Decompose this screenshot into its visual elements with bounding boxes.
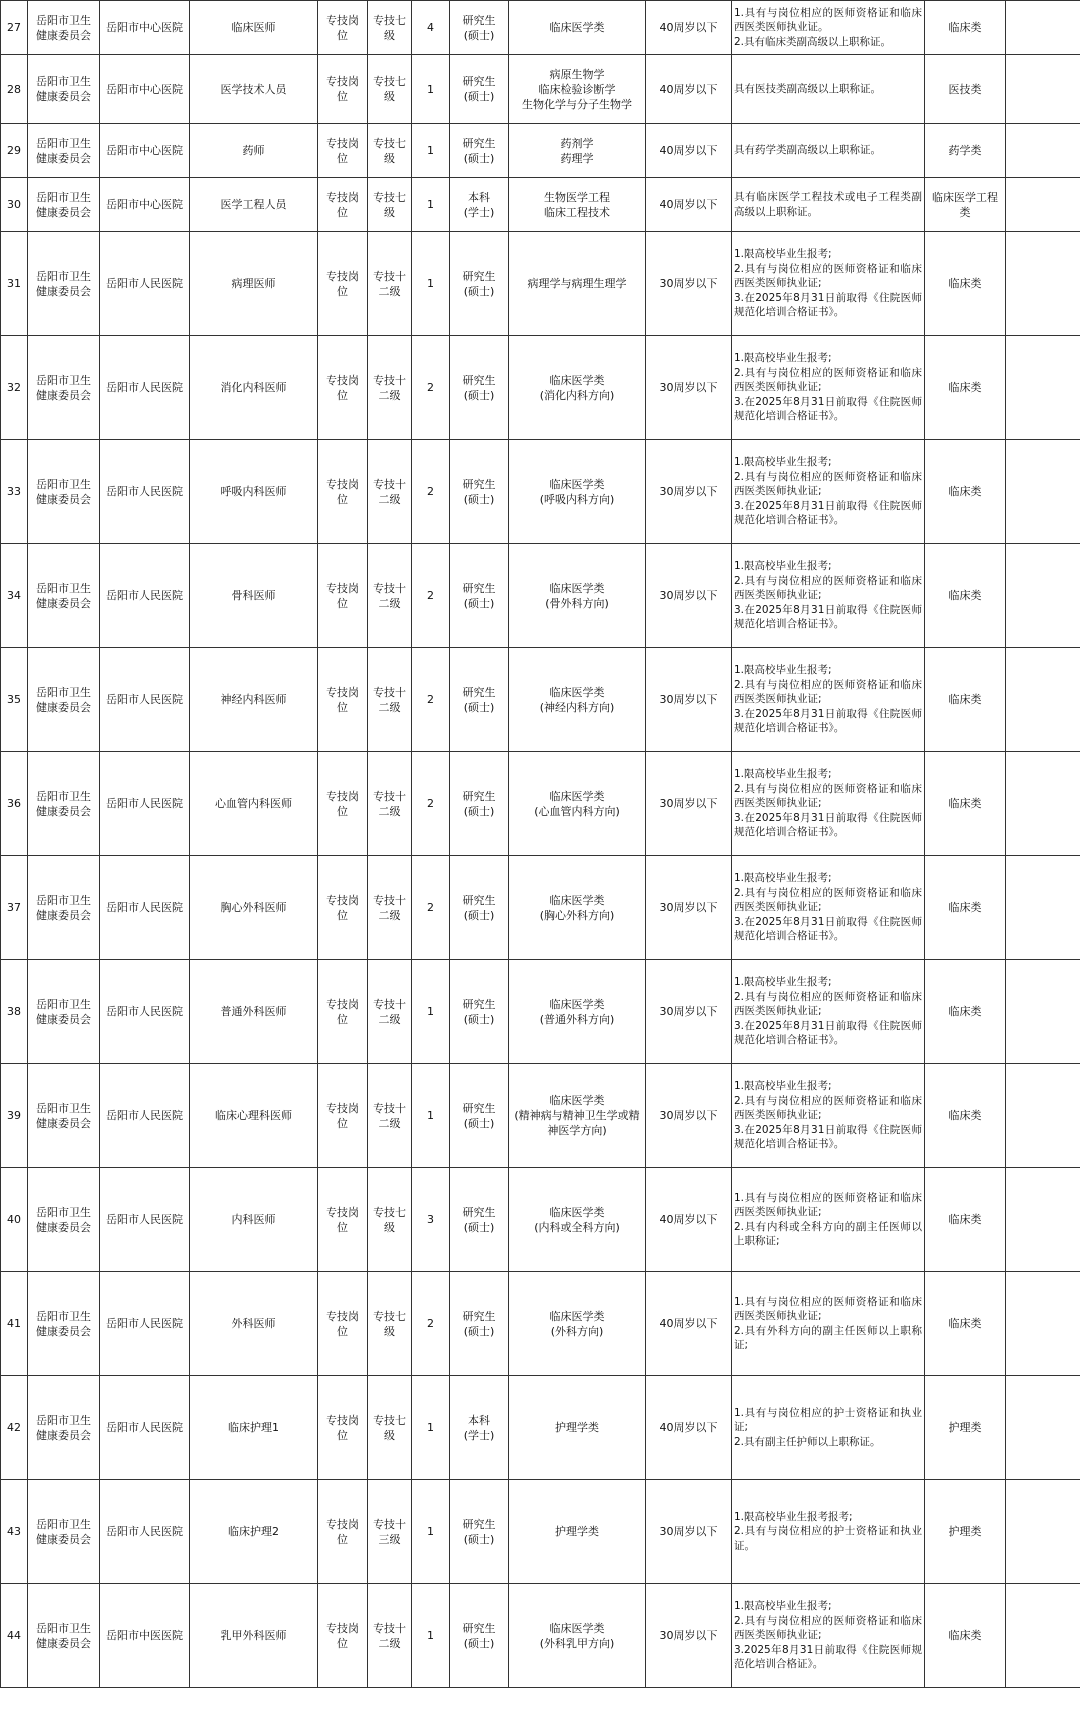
cell-count: 2 [412,440,450,544]
cell-category: 临床类 [925,440,1006,544]
cell-remarks [1006,856,1080,960]
cell-type: 专技岗位 [318,55,368,124]
cell-age: 30周岁以下 [646,1584,732,1688]
cell-category: 临床类 [925,1,1006,55]
cell-major: 临床医学类 (内科或全科方向) [509,1168,646,1272]
cell-unit: 岳阳市中心医院 [100,124,190,178]
cell-education: 研究生 (硕士) [450,544,509,648]
cell-seq: 27 [1,1,28,55]
cell-level: 专技十二级 [368,752,412,856]
cell-count: 3 [412,1168,450,1272]
cell-category: 临床类 [925,752,1006,856]
cell-seq: 34 [1,544,28,648]
cell-dept: 岳阳市卫生健康委员会 [28,1584,100,1688]
cell-major: 病理学与病理生理学 [509,232,646,336]
cell-level: 专技七级 [368,1168,412,1272]
cell-seq: 32 [1,336,28,440]
cell-count: 2 [412,752,450,856]
table-row [1,1168,1080,1272]
cell-requirements: 1.限高校毕业生报考; 2.具有与岗位相应的医师资格证和临床西医类医师执业证; 3.在2025年8月31日前取得《住院医师规范化培训合格证书》。 [732,544,925,648]
cell-major: 临床医学类 (外科方向) [509,1272,646,1376]
cell-requirements: 1.限高校毕业生报考; 2.具有与岗位相应的医师资格证和临床西医类医师执业证; 3.在2025年8月31日前取得《住院医师规范化培训合格证书》。 [732,336,925,440]
cell-count: 2 [412,1272,450,1376]
table-row [1,544,1080,648]
cell-remarks [1006,960,1080,1064]
cell-remarks [1006,1168,1080,1272]
cell-level: 专技七级 [368,178,412,232]
cell-category: 临床类 [925,648,1006,752]
cell-category: 临床类 [925,1272,1006,1376]
cell-unit: 岳阳市人民医院 [100,544,190,648]
cell-unit: 岳阳市中医医院 [100,1584,190,1688]
cell-major: 临床医学类 (呼吸内科方向) [509,440,646,544]
cell-dept: 岳阳市卫生健康委员会 [28,55,100,124]
cell-level: 专技十二级 [368,1064,412,1168]
cell-dept: 岳阳市卫生健康委员会 [28,1480,100,1584]
cell-type: 专技岗位 [318,648,368,752]
cell-dept: 岳阳市卫生健康委员会 [28,232,100,336]
cell-post: 外科医师 [190,1272,318,1376]
cell-category: 临床类 [925,336,1006,440]
cell-age: 40周岁以下 [646,178,732,232]
cell-category: 临床类 [925,1168,1006,1272]
cell-education: 研究生 (硕士) [450,752,509,856]
cell-age: 30周岁以下 [646,960,732,1064]
cell-age: 40周岁以下 [646,55,732,124]
cell-age: 30周岁以下 [646,1480,732,1584]
cell-category: 医技类 [925,55,1006,124]
cell-count: 2 [412,856,450,960]
cell-level: 专技七级 [368,1272,412,1376]
cell-requirements: 具有医技类副高级以上职称证。 [732,55,925,124]
cell-seq: 28 [1,55,28,124]
cell-count: 1 [412,1064,450,1168]
cell-type: 专技岗位 [318,1584,368,1688]
cell-level: 专技十二级 [368,232,412,336]
cell-dept: 岳阳市卫生健康委员会 [28,1,100,55]
cell-requirements: 1.限高校毕业生报考; 2.具有与岗位相应的医师资格证和临床西医类医师执业证; 3.在2025年8月31日前取得《住院医师规范化培训合格证书》。 [732,856,925,960]
cell-seq: 43 [1,1480,28,1584]
cell-seq: 37 [1,856,28,960]
cell-requirements: 1.限高校毕业生报考; 2.具有与岗位相应的医师资格证和临床西医类医师执业证; 3.在2025年8月31日前取得《住院医师规范化培训合格证书》。 [732,648,925,752]
cell-unit: 岳阳市人民医院 [100,336,190,440]
table-row [1,648,1080,752]
cell-remarks [1006,336,1080,440]
cell-requirements: 具有药学类副高级以上职称证。 [732,124,925,178]
cell-type: 专技岗位 [318,1376,368,1480]
cell-education: 本科 (学士) [450,178,509,232]
cell-seq: 35 [1,648,28,752]
cell-type: 专技岗位 [318,1168,368,1272]
cell-level: 专技十二级 [368,648,412,752]
cell-category: 临床类 [925,856,1006,960]
cell-requirements: 1.限高校毕业生报考; 2.具有与岗位相应的医师资格证和临床西医类医师执业证; 3.在2025年8月31日前取得《住院医师规范化培训合格证书》。 [732,440,925,544]
cell-dept: 岳阳市卫生健康委员会 [28,336,100,440]
cell-major: 病原生物学 临床检验诊断学 生物化学与分子生物学 [509,55,646,124]
cell-education: 研究生 (硕士) [450,1064,509,1168]
cell-dept: 岳阳市卫生健康委员会 [28,960,100,1064]
cell-type: 专技岗位 [318,1272,368,1376]
cell-major: 临床医学类 (胸心外科方向) [509,856,646,960]
cell-education: 研究生 (硕士) [450,336,509,440]
cell-category: 护理类 [925,1376,1006,1480]
cell-level: 专技七级 [368,1376,412,1480]
cell-remarks [1006,1064,1080,1168]
cell-dept: 岳阳市卫生健康委员会 [28,1272,100,1376]
cell-type: 专技岗位 [318,856,368,960]
cell-age: 30周岁以下 [646,648,732,752]
cell-major: 护理学类 [509,1480,646,1584]
cell-count: 1 [412,178,450,232]
cell-post: 病理医师 [190,232,318,336]
cell-age: 30周岁以下 [646,336,732,440]
cell-age: 30周岁以下 [646,856,732,960]
cell-level: 专技十二级 [368,440,412,544]
cell-education: 研究生 (硕士) [450,1584,509,1688]
table-row [1,960,1080,1064]
cell-requirements: 1.具有与岗位相应的护士资格证和执业证; 2.具有副主任护师以上职称证。 [732,1376,925,1480]
cell-count: 1 [412,232,450,336]
cell-type: 专技岗位 [318,1,368,55]
cell-unit: 岳阳市人民医院 [100,1480,190,1584]
cell-level: 专技七级 [368,1,412,55]
cell-requirements: 1.限高校毕业生报考; 2.具有与岗位相应的医师资格证和临床西医类医师执业证; 3.在2025年8月31日前取得《住院医师规范化培训合格证书》。 [732,960,925,1064]
cell-type: 专技岗位 [318,440,368,544]
cell-unit: 岳阳市人民医院 [100,1272,190,1376]
cell-major: 护理学类 [509,1376,646,1480]
cell-post: 呼吸内科医师 [190,440,318,544]
cell-unit: 岳阳市人民医院 [100,752,190,856]
cell-type: 专技岗位 [318,1064,368,1168]
cell-dept: 岳阳市卫生健康委员会 [28,1376,100,1480]
cell-type: 专技岗位 [318,960,368,1064]
cell-unit: 岳阳市人民医院 [100,960,190,1064]
cell-category: 护理类 [925,1480,1006,1584]
cell-remarks [1006,55,1080,124]
cell-post: 临床护理1 [190,1376,318,1480]
cell-unit: 岳阳市人民医院 [100,1168,190,1272]
cell-type: 专技岗位 [318,1480,368,1584]
table-row [1,232,1080,336]
cell-dept: 岳阳市卫生健康委员会 [28,124,100,178]
cell-major: 临床医学类 (骨外科方向) [509,544,646,648]
cell-unit: 岳阳市人民医院 [100,440,190,544]
cell-post: 临床医师 [190,1,318,55]
cell-remarks [1006,124,1080,178]
cell-unit: 岳阳市中心医院 [100,178,190,232]
table-body [1,1,1080,1688]
cell-category: 临床类 [925,960,1006,1064]
cell-major: 临床医学类 (神经内科方向) [509,648,646,752]
cell-post: 临床心理科医师 [190,1064,318,1168]
cell-education: 研究生 (硕士) [450,55,509,124]
table-row [1,856,1080,960]
cell-post: 心血管内科医师 [190,752,318,856]
cell-seq: 44 [1,1584,28,1688]
cell-age: 40周岁以下 [646,124,732,178]
cell-education: 研究生 (硕士) [450,124,509,178]
cell-count: 1 [412,55,450,124]
cell-level: 专技七级 [368,124,412,178]
cell-unit: 岳阳市中心医院 [100,55,190,124]
cell-remarks [1006,752,1080,856]
cell-education: 研究生 (硕士) [450,232,509,336]
cell-post: 胸心外科医师 [190,856,318,960]
cell-remarks [1006,1272,1080,1376]
cell-category: 临床类 [925,544,1006,648]
cell-remarks [1006,440,1080,544]
cell-remarks [1006,1480,1080,1584]
cell-level: 专技十二级 [368,960,412,1064]
cell-seq: 41 [1,1272,28,1376]
cell-dept: 岳阳市卫生健康委员会 [28,178,100,232]
cell-seq: 40 [1,1168,28,1272]
cell-seq: 30 [1,178,28,232]
cell-seq: 42 [1,1376,28,1480]
table-row [1,1480,1080,1584]
cell-count: 1 [412,960,450,1064]
table-row [1,440,1080,544]
cell-level: 专技十二级 [368,336,412,440]
cell-unit: 岳阳市中心医院 [100,1,190,55]
cell-unit: 岳阳市人民医院 [100,232,190,336]
cell-major: 药剂学 药理学 [509,124,646,178]
cell-requirements: 1.限高校毕业生报考; 2.具有与岗位相应的医师资格证和临床西医类医师执业证; 3.在2025年8月31日前取得《住院医师规范化培训合格证书》。 [732,232,925,336]
cell-requirements: 1.具有与岗位相应的医师资格证和临床西医类医师执业证; 2.具有内科或全科方向的副主任医师以上职称证; [732,1168,925,1272]
cell-category: 药学类 [925,124,1006,178]
cell-major: 临床医学类 (精神病与精神卫生学或精神医学方向) [509,1064,646,1168]
cell-level: 专技七级 [368,55,412,124]
cell-type: 专技岗位 [318,232,368,336]
table-row [1,1272,1080,1376]
cell-remarks [1006,648,1080,752]
cell-education: 研究生 (硕士) [450,1480,509,1584]
cell-post: 医学技术人员 [190,55,318,124]
table-row [1,752,1080,856]
cell-dept: 岳阳市卫生健康委员会 [28,1168,100,1272]
cell-age: 30周岁以下 [646,440,732,544]
cell-post: 药师 [190,124,318,178]
table-row [1,178,1080,232]
table-row [1,1064,1080,1168]
cell-remarks [1006,232,1080,336]
cell-requirements: 1.限高校毕业生报考报考; 2.具有与岗位相应的护士资格证和执业证。 [732,1480,925,1584]
cell-dept: 岳阳市卫生健康委员会 [28,648,100,752]
cell-count: 2 [412,544,450,648]
cell-education: 研究生 (硕士) [450,1168,509,1272]
cell-dept: 岳阳市卫生健康委员会 [28,544,100,648]
cell-remarks [1006,1584,1080,1688]
cell-post: 普通外科医师 [190,960,318,1064]
cell-major: 临床医学类 [509,1,646,55]
cell-education: 研究生 (硕士) [450,856,509,960]
cell-category: 临床医学工程类 [925,178,1006,232]
cell-major: 生物医学工程 临床工程技术 [509,178,646,232]
cell-type: 专技岗位 [318,178,368,232]
cell-type: 专技岗位 [318,544,368,648]
cell-age: 30周岁以下 [646,544,732,648]
cell-age: 30周岁以下 [646,1064,732,1168]
cell-major: 临床医学类 (消化内科方向) [509,336,646,440]
cell-requirements: 1.限高校毕业生报考; 2.具有与岗位相应的医师资格证和临床西医类医师执业证; 3.2025年8月31日前取得《住院医师规范化培训合格证》。 [732,1584,925,1688]
cell-requirements: 1.限高校毕业生报考; 2.具有与岗位相应的医师资格证和临床西医类医师执业证; 3.在2025年8月31日前取得《住院医师规范化培训合格证书》。 [732,752,925,856]
cell-post: 内科医师 [190,1168,318,1272]
table-row [1,336,1080,440]
cell-seq: 29 [1,124,28,178]
cell-post: 骨科医师 [190,544,318,648]
cell-count: 1 [412,1584,450,1688]
cell-education: 研究生 (硕士) [450,648,509,752]
cell-requirements: 具有临床医学工程技术或电子工程类副高级以上职称证。 [732,178,925,232]
cell-education: 本科 (学士) [450,1376,509,1480]
cell-count: 1 [412,124,450,178]
cell-age: 40周岁以下 [646,1376,732,1480]
cell-count: 2 [412,648,450,752]
cell-education: 研究生 (硕士) [450,960,509,1064]
table-row [1,55,1080,124]
cell-remarks [1006,1376,1080,1480]
cell-unit: 岳阳市人民医院 [100,1376,190,1480]
cell-post: 临床护理2 [190,1480,318,1584]
table-row [1,1584,1080,1688]
cell-unit: 岳阳市人民医院 [100,1064,190,1168]
table-row [1,124,1080,178]
cell-major: 临床医学类 (普通外科方向) [509,960,646,1064]
cell-type: 专技岗位 [318,752,368,856]
cell-requirements: 1.具有与岗位相应的医师资格证和临床西医类医师执业证。 2.具有临床类副高级以上职称证。 [732,1,925,55]
cell-education: 研究生 (硕士) [450,440,509,544]
cell-age: 30周岁以下 [646,232,732,336]
cell-post: 神经内科医师 [190,648,318,752]
cell-age: 40周岁以下 [646,1,732,55]
cell-education: 研究生 (硕士) [450,1,509,55]
cell-seq: 38 [1,960,28,1064]
cell-level: 专技十二级 [368,1584,412,1688]
cell-count: 4 [412,1,450,55]
cell-remarks [1006,178,1080,232]
cell-seq: 33 [1,440,28,544]
cell-education: 研究生 (硕士) [450,1272,509,1376]
cell-level: 专技十二级 [368,856,412,960]
cell-age: 40周岁以下 [646,1168,732,1272]
table-row [1,1,1080,55]
cell-post: 消化内科医师 [190,336,318,440]
cell-remarks [1006,1,1080,55]
cell-count: 2 [412,336,450,440]
cell-seq: 31 [1,232,28,336]
cell-requirements: 1.限高校毕业生报考; 2.具有与岗位相应的医师资格证和临床西医类医师执业证; 3.在2025年8月31日前取得《住院医师规范化培训合格证书》。 [732,1064,925,1168]
cell-age: 40周岁以下 [646,1272,732,1376]
cell-dept: 岳阳市卫生健康委员会 [28,1064,100,1168]
cell-category: 临床类 [925,1064,1006,1168]
cell-post: 医学工程人员 [190,178,318,232]
cell-major: 临床医学类 (心血管内科方向) [509,752,646,856]
cell-level: 专技十三级 [368,1480,412,1584]
table-row [1,1376,1080,1480]
cell-category: 临床类 [925,1584,1006,1688]
cell-type: 专技岗位 [318,124,368,178]
cell-unit: 岳阳市人民医院 [100,648,190,752]
cell-count: 1 [412,1480,450,1584]
cell-major: 临床医学类 (外科乳甲方向) [509,1584,646,1688]
cell-unit: 岳阳市人民医院 [100,856,190,960]
cell-requirements: 1.具有与岗位相应的医师资格证和临床西医类医师执业证; 2.具有外科方向的副主任医师以上职称证; [732,1272,925,1376]
cell-count: 1 [412,1376,450,1480]
cell-remarks [1006,544,1080,648]
cell-post: 乳甲外科医师 [190,1584,318,1688]
cell-dept: 岳阳市卫生健康委员会 [28,752,100,856]
cell-age: 30周岁以下 [646,752,732,856]
cell-type: 专技岗位 [318,336,368,440]
cell-level: 专技十二级 [368,544,412,648]
cell-seq: 39 [1,1064,28,1168]
cell-seq: 36 [1,752,28,856]
cell-dept: 岳阳市卫生健康委员会 [28,856,100,960]
cell-dept: 岳阳市卫生健康委员会 [28,440,100,544]
cell-category: 临床类 [925,232,1006,336]
